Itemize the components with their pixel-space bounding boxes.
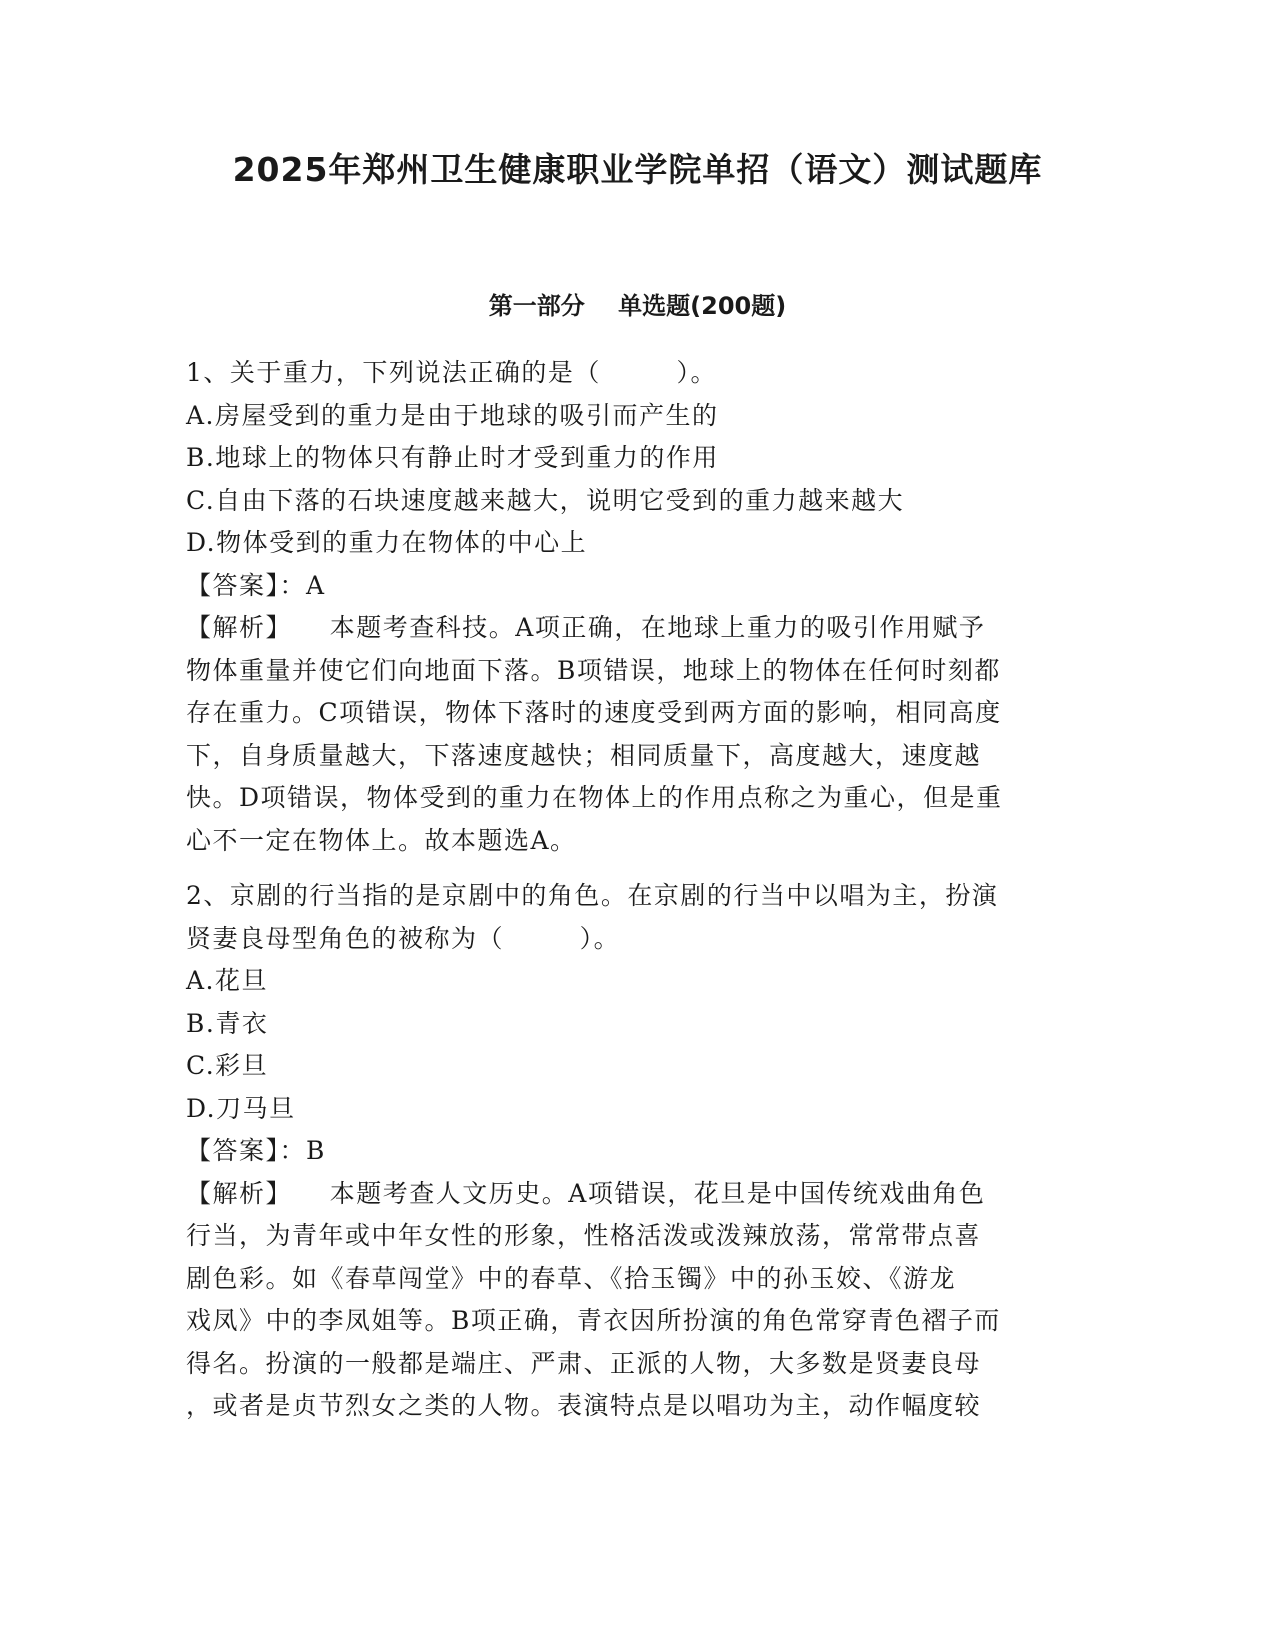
analysis-line: 【解析】 本题考查人文历史。A项错误，花旦是中国传统戏曲角色 xyxy=(186,1178,986,1208)
analysis-line: 下，自身质量越大，下落速度越快；相同质量下，高度越大，速度越 xyxy=(186,740,982,770)
analysis-line: 【解析】 本题考查科技。A项正确，在地球上重力的吸引作用赋予 xyxy=(186,613,986,642)
question-2 xyxy=(186,875,1081,1428)
question-1 xyxy=(186,352,1081,862)
option-b: B.青衣 xyxy=(186,1008,269,1038)
option-d: D.刀马旦 xyxy=(186,1093,296,1123)
answer-label: 【答案】：A xyxy=(186,570,326,600)
analysis-line: 戏凤》中的李凤姐等。B项正确，青衣因所扮演的角色常穿青色褶子而 xyxy=(186,1306,1001,1335)
answer-label: 【答案】：B xyxy=(186,1136,326,1165)
analysis-line: 得名。扮演的一般都是端庄、严肃、正派的人物，大多数是贤妻良母 xyxy=(186,1348,982,1378)
question-spacer xyxy=(186,862,1081,875)
analysis-line: 剧色彩。如《春草闯堂》中的春草、《拾玉镯》中的孙玉姣、《游龙 xyxy=(186,1263,957,1293)
analysis-line: 行当，为青年或中年女性的形象，性格活泼或泼辣放荡，常常带点喜 xyxy=(186,1221,982,1250)
option-a: A.房屋受到的重力是由于地球的吸引而产生的 xyxy=(186,400,719,430)
option-a: A.花旦 xyxy=(186,966,269,995)
question-list xyxy=(186,352,1081,1428)
analysis-line: 物体重量并使它们向地面下落。B项错误，地球上的物体在任何时刻都 xyxy=(186,655,1001,685)
analysis-line: 快。D项错误，物体受到的重力在物体上的作用点称之为重心，但是重 xyxy=(186,783,1003,812)
analysis-line: 存在重力。C项错误，物体下落时的速度受到两方面的影响，相同高度 xyxy=(186,698,1002,727)
question-stem: 1、关于重力，下列说法正确的是（ ）。 xyxy=(186,358,717,387)
option-c: C.自由下落的石块速度越来越大，说明它受到的重力越来越大 xyxy=(186,485,905,515)
option-c: C.彩旦 xyxy=(186,1051,269,1080)
question-stem: 贤妻良母型角色的被称为（ ）。 xyxy=(186,923,621,953)
analysis-line: ，或者是贞节烈女之类的人物。表演特点是以唱功为主，动作幅度较 xyxy=(186,1391,982,1420)
option-b: B.地球上的物体只有静止时才受到重力的作用 xyxy=(186,443,719,472)
option-d: D.物体受到的重力在物体的中心上 xyxy=(186,528,588,557)
section-title: 第一部分 单选题(200题) xyxy=(488,292,787,320)
question-stem: 2、京剧的行当指的是京剧中的角色。在京剧的行当中以唱为主，扮演 xyxy=(186,881,999,910)
document-title: 2025年郑州卫生健康职业学院单招（语文）测试题库 xyxy=(232,150,1043,189)
analysis-line: 心不一定在物体上。故本题选A。 xyxy=(186,825,577,855)
